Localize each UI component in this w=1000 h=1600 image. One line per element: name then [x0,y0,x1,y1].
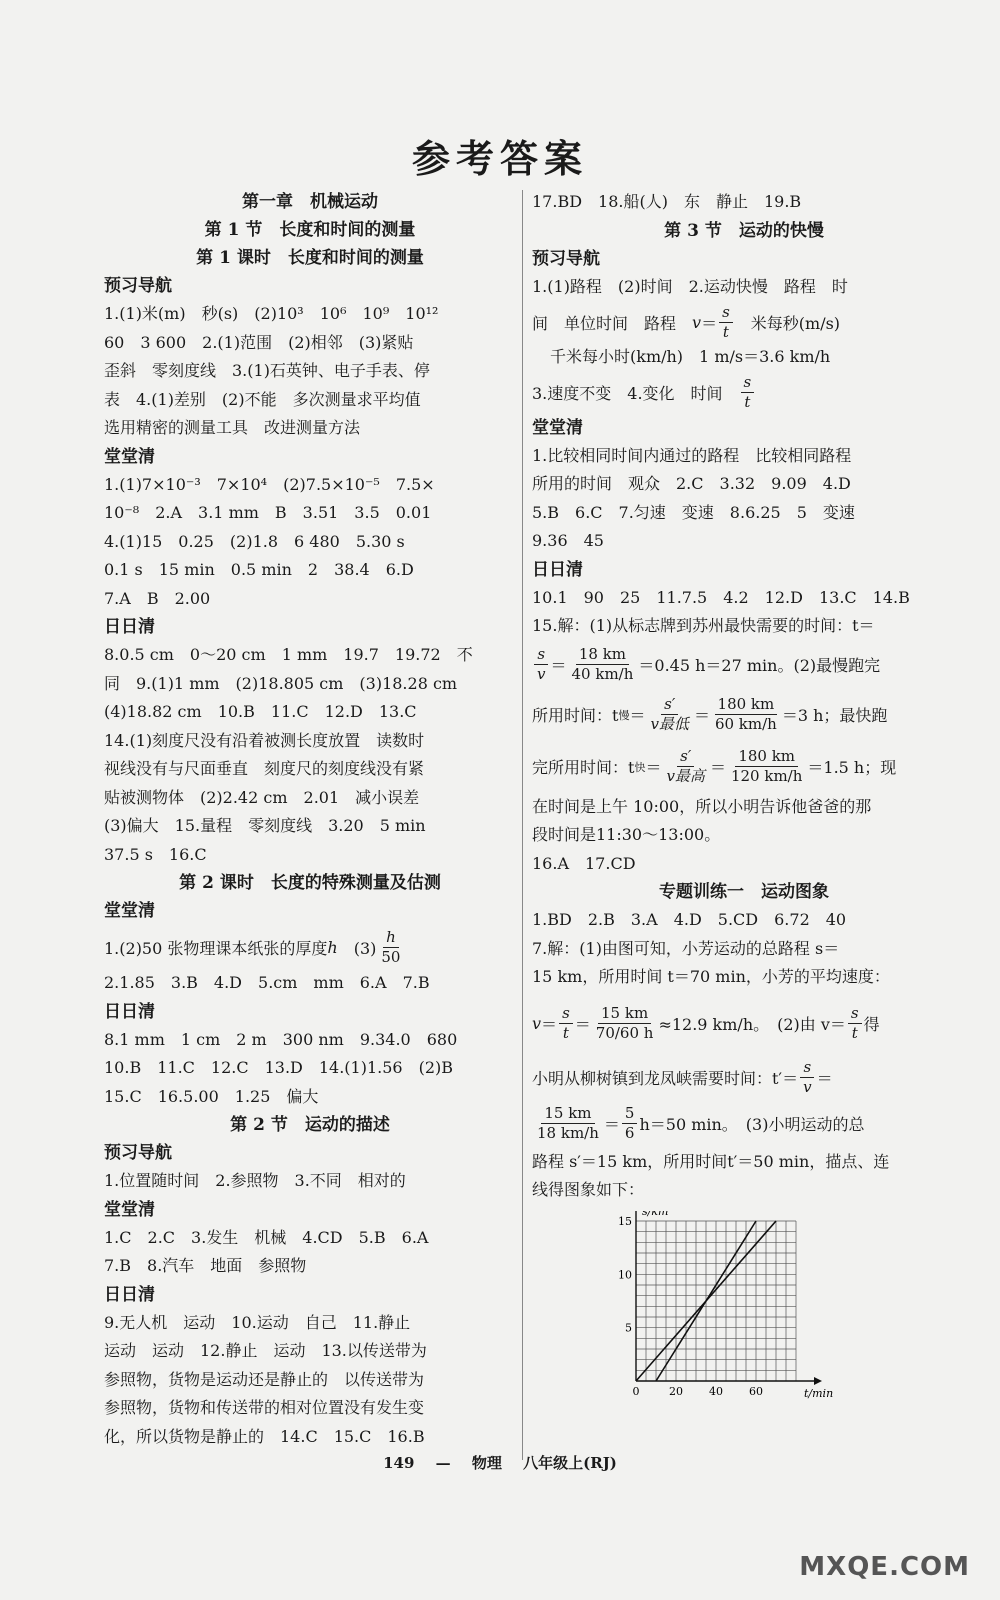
answer-line [532,992,956,1056]
answer-text: 米每秒(m/s) [734,313,841,333]
answer-line: 7.A B 2.00 [104,588,211,608]
subheading-preview: 预习导航 [104,1143,172,1163]
fraction [663,747,707,786]
fraction [559,1004,573,1043]
answer-line: 1.BD 2.B 3.A 4.D 5.CD 6.72 40 [532,910,847,929]
answer-line: 7.解：(1)由图可知，小芳运动的总路程 s＝ [532,938,840,958]
answer-text: ＝3 h；最快跑 [781,706,888,725]
equals-sign: ＝ [603,1115,620,1134]
variable: v [692,312,702,332]
answer-line [532,689,956,741]
numerator: s′ [661,695,678,715]
variable: v [532,1014,542,1033]
denominator: t [744,393,751,411]
x-axis-arrow [814,1377,822,1385]
answer-line: 17.BD 18.船(人) 东 静止 19.B [532,192,802,211]
denominator: 60 km/h [714,715,777,733]
answer-text: (3) [337,938,377,958]
motion-graph [614,1211,834,1401]
answer-line: 歪斜 零刻度线 3.(1)石英钟、电子手表、停 [104,361,430,380]
fraction [569,645,637,684]
answer-text: ＝0.45 h＝27 min。(2)最慢跑完 [638,656,881,675]
subheading-daily: 日日清 [532,559,583,580]
denominator: v最低 [650,715,689,733]
answer-line: 1.(1)米(m) 秒(s) (2)10³ 10⁶ 10⁹ 10¹² [104,304,439,323]
answer-line: 运动 运动 12.静止 运动 13.以传送带为 [104,1341,427,1360]
denominator: v [803,1078,812,1096]
lesson-heading: 第 1 课时 长度和时间的测量 [196,248,424,268]
numerator: s [559,1004,573,1024]
answer-line: 16.A 17.CD [532,853,636,873]
answer-line: 9.无人机 运动 10.运动 自己 11.静止 [104,1312,411,1332]
answer-text: h＝50 min。 (3)小明运动的总 [639,1115,865,1134]
answer-text: ＝1.5 h；现 [807,758,897,777]
subheading-daily: 日日清 [104,1284,155,1305]
answer-line: 千米每小时(km/h) 1 m/s＝3.6 km/h [550,347,831,366]
answer-line: 9.36 45 [532,531,604,550]
answer-line: 10.1 90 25 11.7.5 4.2 12.D 13.C 14.B [532,587,910,607]
motion-graph-svg [614,1211,834,1401]
subheading-daily: 日日清 [104,617,155,637]
y-tick-label: 5 [625,1321,632,1335]
page-number: 149 [383,1454,415,1472]
footer-dash: — [435,1454,451,1472]
x-tick-label: 40 [709,1384,723,1398]
answer-line: 0.1 s 15 min 0.5 min 2 38.4 6.D [104,560,414,579]
denominator: 70/60 h [595,1024,654,1042]
answer-line: 视线没有与尺面垂直 刻度尺的刻度线没有紧 [104,759,425,778]
answer-line: 7.B 8.汽车 地面 参照物 [104,1256,307,1275]
answer-line: 10.B 11.C 12.C 13.D 14.(1)1.56 (2)B [104,1058,454,1077]
equals-sign: ＝ [693,706,710,725]
answer-line: 1.C 2.C 3.发生 机械 4.CD 5.B 6.A [104,1227,429,1247]
numerator: s [719,303,733,323]
fraction [719,303,733,342]
subheading-preview: 预习导航 [532,248,600,269]
answer-line: 所用的时间 观众 2.C 3.32 9.09 4.D [532,474,851,493]
answer-line: 1.(1)路程 (2)时间 2.运动快慢 路程 时 [532,276,848,296]
equals-sign: ＝ [701,313,718,333]
equals-sign: ＝ [709,758,726,777]
answer-line: 15 km，所用时间 t＝70 min，小芳的平均速度： [532,967,890,986]
subscript: 慢 [618,708,630,722]
numerator: s [741,373,755,393]
answer-line: 10⁻⁸ 2.A 3.1 mm B 3.51 3.5 0.01 [104,503,432,522]
answer-line: 路程 s′＝15 km，所用时间t′＝50 min，描点、连 [532,1151,890,1171]
equals-sign: ＝ [629,706,646,725]
fraction [800,1058,814,1097]
section-heading: 第 2 节 运动的描述 [230,1115,390,1135]
numerator: 15 km [598,1004,651,1024]
lesson-heading: 第 2 课时 长度的特殊测量及估测 [179,873,441,893]
denominator: 18 km/h [537,1124,599,1142]
answer-line: 参照物，货物和传送带的相对位置没有发生变 [104,1398,425,1417]
fraction [647,695,691,734]
fraction [378,928,403,967]
y-tick-label: 15 [618,1214,632,1228]
answer-text: 所用时间：t [532,706,619,725]
answer-line: 15.解：(1)从标志牌到苏州最快需要的时间：t＝ [532,616,875,635]
page-title: 参考答案 [411,136,588,181]
answer-line: 8.0.5 cm 0～20 cm 1 mm 19.7 19.72 不 [104,645,473,664]
left-column [104,188,516,1451]
fraction [622,1104,638,1143]
answer-line: 贴被测物体 (2)2.42 cm 2.01 减小误差 [104,787,420,807]
answer-line [532,641,956,689]
denominator: v [537,665,546,683]
fraction [741,373,755,412]
subheading-daily: 日日清 [104,1001,155,1022]
answer-line: 8.1 mm 1 cm 2 m 300 nm 9.34.0 680 [104,1029,458,1049]
denominator: v最高 [666,767,705,785]
answer-line: (3)偏大 15.量程 零刻度线 3.20 5 min [104,816,426,835]
answer-line [532,1100,956,1148]
numerator: s [848,1004,862,1024]
x-axis-label: t/min [804,1386,834,1400]
answer-line: 4.(1)15 0.25 (2)1.8 6 480 5.30 s [104,531,405,551]
answer-text: 1.(2)50 张物理课本纸张的厚度 [104,938,328,958]
subheading-class: 堂堂清 [104,901,155,921]
page-footer [0,1452,1000,1473]
numerator: s [800,1058,814,1078]
answer-line: 表 4.(1)差别 (2)不能 多次测量求平均值 [104,389,421,409]
answer-line: 化，所以货物是静止的 14.C 15.C 16.B [104,1426,425,1446]
x-tick-label: 0 [632,1384,640,1398]
answer-line [532,301,956,343]
answer-text: 间 单位时间 路程 [532,313,693,333]
answer-line: 在时间是上午 10:00，所以小明告诉他爸爸的那 [532,796,872,816]
answer-line [532,1056,956,1100]
fraction [712,695,780,734]
equals-sign: ＝ [816,1069,833,1088]
numerator: 5 [622,1104,638,1124]
denominator: t [851,1024,858,1042]
footer-subject: 物理 [471,1454,502,1472]
fraction [534,1104,602,1143]
numerator: s′ [677,747,694,767]
answer-text: 3.速度不变 4.变化 时间 [532,384,739,403]
answer-text: 小明从柳树镇到龙凤峡需要时间：t′＝ [532,1069,799,1088]
denominator: t [722,322,729,341]
answer-line: 参照物，货物是运动还是静止的 以传送带为 [104,1369,425,1389]
equals-sign: ＝ [550,656,567,675]
subheading-class: 堂堂清 [532,417,583,438]
equals-sign: ＝ [645,758,662,777]
numerator: s [534,645,548,665]
footer-grade: 八年级上(RJ) [523,1454,617,1472]
subheading-class: 堂堂清 [104,1199,155,1220]
answer-line: 选用精密的测量工具 改进测量方法 [104,418,361,437]
denominator: 6 [624,1124,635,1142]
x-tick-label: 60 [749,1384,763,1398]
numerator: 180 km [715,695,778,715]
fraction [848,1004,862,1043]
watermark-logo: MXQE.COM [799,1552,970,1582]
denominator: t [562,1024,569,1042]
subheading-class: 堂堂清 [104,446,155,467]
answer-text: 完所用时间：t [532,758,635,777]
answer-line: 段时间是11:30～13:00。 [532,825,721,844]
numerator: 180 km [735,747,798,767]
equals-sign: ＝ [574,1015,591,1034]
answer-line: 15.C 16.5.00 1.25 偏大 [104,1086,319,1106]
answer-text: 得 [863,1015,880,1034]
numerator: 18 km [576,645,629,665]
numerator: 15 km [541,1104,594,1124]
chapter-heading: 第一章 机械运动 [242,192,378,212]
answer-line: 37.5 s 16.C [104,844,207,864]
answer-line: 60 3 600 2.(1)范围 (2)相邻 (3)紧贴 [104,332,414,352]
answer-line: 14.(1)刻度尺没有沿着被测长度放置 读数时 [104,730,425,750]
answer-line: 2.1.85 3.B 4.D 5.cm mm 6.A 7.B [104,973,430,992]
section-heading: 第 1 节 长度和时间的测量 [204,220,416,240]
answer-line [532,741,956,793]
answer-line: 1.(1)7×10⁻³ 7×10⁴ (2)7.5×10⁻⁵ 7.5× [104,474,435,494]
y-tick-label: 10 [618,1267,632,1281]
numerator: h [383,928,399,948]
y-axis-label: s/km [642,1210,669,1218]
denominator: 120 km/h [730,767,803,785]
variable: h [327,937,338,957]
column-divider [522,190,523,1460]
answer-line [104,925,516,969]
answer-line: 5.B 6.C 7.匀速 变速 8.6.25 5 变速 [532,502,855,522]
answer-line [532,372,956,414]
subheading-preview: 预习导航 [104,276,172,296]
answer-line: (4)18.82 cm 10.B 11.C 12.D 13.C [104,702,417,721]
fraction [534,645,548,684]
answer-line: 同 9.(1)1 mm (2)18.805 cm (3)18.28 cm [104,673,458,693]
denominator: 50 [381,947,401,966]
answer-line: 1.位置随时间 2.参照物 3.不同 相对的 [104,1171,406,1190]
section-heading: 专题训练一 运动图象 [659,882,829,902]
x-tick-label: 20 [669,1384,683,1398]
right-column [532,188,956,1401]
subscript: 快 [634,760,646,774]
answer-line: 1.比较相同时间内通过的路程 比较相同路程 [532,445,852,465]
fraction [728,747,805,786]
answer-line: 线得图象如下： [532,1180,645,1199]
denominator: 40 km/h [571,665,634,683]
section-heading: 第 3 节 运动的快慢 [664,220,824,241]
fraction [593,1004,657,1043]
equals-sign: ＝ [541,1015,558,1034]
answer-text: ≈12.9 km/h。 (2)由 v＝ [658,1015,846,1034]
